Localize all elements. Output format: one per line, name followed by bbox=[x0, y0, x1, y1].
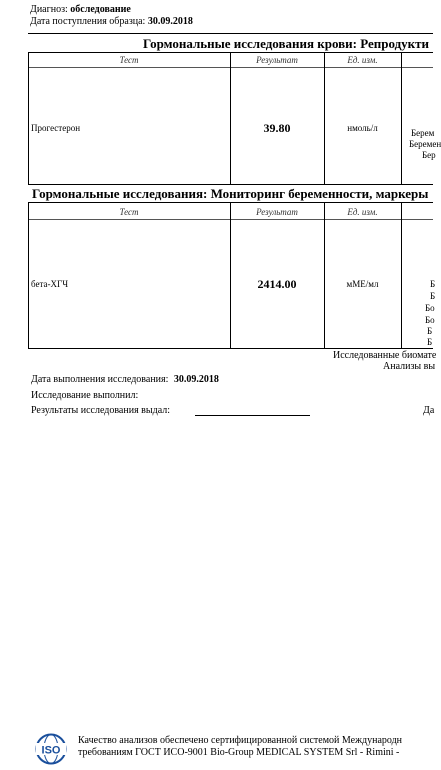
diagnosis-line bbox=[30, 4, 131, 15]
note-biomaterial: Исследованные биомате bbox=[333, 350, 437, 361]
table2-vline-0 bbox=[28, 202, 29, 348]
table2-bottom-border bbox=[28, 348, 433, 349]
table1-top-border bbox=[28, 33, 433, 34]
table2-ref-line-1: Б bbox=[430, 279, 436, 289]
table2-col-result: Результат bbox=[256, 207, 298, 217]
table2-ref-line-2: Б bbox=[430, 291, 436, 301]
iso-logo-icon bbox=[35, 733, 67, 765]
table1-ref-line-1: Берем bbox=[411, 128, 435, 138]
table2-vline-1 bbox=[230, 202, 231, 348]
iso-logo-text: ISO bbox=[41, 744, 61, 757]
table1-ref-line-2: Беремен bbox=[409, 139, 441, 149]
table1-result-value: 39.80 bbox=[263, 121, 291, 135]
table2-title: Гормональные исследования: Мониторинг беременности, маркеры bbox=[32, 186, 429, 201]
table2-ref-line-4: Бо bbox=[425, 315, 435, 325]
table2-ref-line-5: Б bbox=[427, 326, 433, 336]
sample-date-label: Дата поступления образца: bbox=[30, 16, 146, 27]
table1-col-result: Результат bbox=[256, 55, 298, 65]
table2-result-value: 2414.00 bbox=[257, 277, 297, 291]
exec-date-value: 30.09.2018 bbox=[173, 374, 219, 385]
table2-unit: мМЕ/мл bbox=[346, 279, 379, 289]
sample-date-line bbox=[30, 16, 193, 27]
table2-ref-line-3: Бо bbox=[425, 303, 435, 313]
note-analyses: Анализы вы bbox=[383, 361, 436, 372]
table1-vline-0 bbox=[28, 52, 29, 184]
table1-vline-1 bbox=[230, 52, 231, 184]
table1-ref-line-3: Бер bbox=[422, 150, 436, 160]
table1-vline-3 bbox=[401, 52, 402, 184]
diagnosis-value: обследование bbox=[70, 4, 131, 15]
table1-bottom-border bbox=[28, 184, 433, 185]
exec-date-label: Дата выполнения исследования: bbox=[31, 374, 169, 385]
table1-col-unit: Ед. изм. bbox=[347, 55, 378, 65]
table2-col-unit: Ед. изм. bbox=[347, 207, 378, 217]
issued-by-signature-line bbox=[195, 415, 310, 416]
table1-title: Гормональные исследования крови: Репродукти bbox=[143, 36, 430, 51]
table1-unit: нмоль/л bbox=[347, 123, 378, 133]
table2-col-test: Тест bbox=[119, 207, 139, 217]
table1-col-test: Тест bbox=[119, 55, 139, 65]
sample-date-value: 30.09.2018 bbox=[147, 16, 193, 27]
issued-by-label: Результаты исследования выдал: bbox=[31, 405, 170, 416]
right-partial-label: Да bbox=[423, 405, 435, 416]
quality-line-2: требованиям ГОСТ ИСО-9001 Bio-Group MEDICAL SYSTEM Srl - Rimini - bbox=[78, 747, 400, 758]
table2-vline-2 bbox=[324, 202, 325, 348]
table2-vline-3 bbox=[401, 202, 402, 348]
table2-test-name: бета-ХГЧ bbox=[31, 279, 69, 289]
quality-line-1: Качество анализов обеспечено сертифицированной системой Международн bbox=[78, 735, 403, 746]
table2-ref-line-6: Б bbox=[427, 337, 433, 347]
performed-by-label: Исследование выполнил: bbox=[31, 390, 139, 401]
exec-date-line bbox=[31, 374, 219, 385]
table1-test-name: Прогестерон bbox=[31, 123, 81, 133]
diagnosis-label: Диагноз: bbox=[30, 4, 68, 15]
table1-vline-2 bbox=[324, 52, 325, 184]
